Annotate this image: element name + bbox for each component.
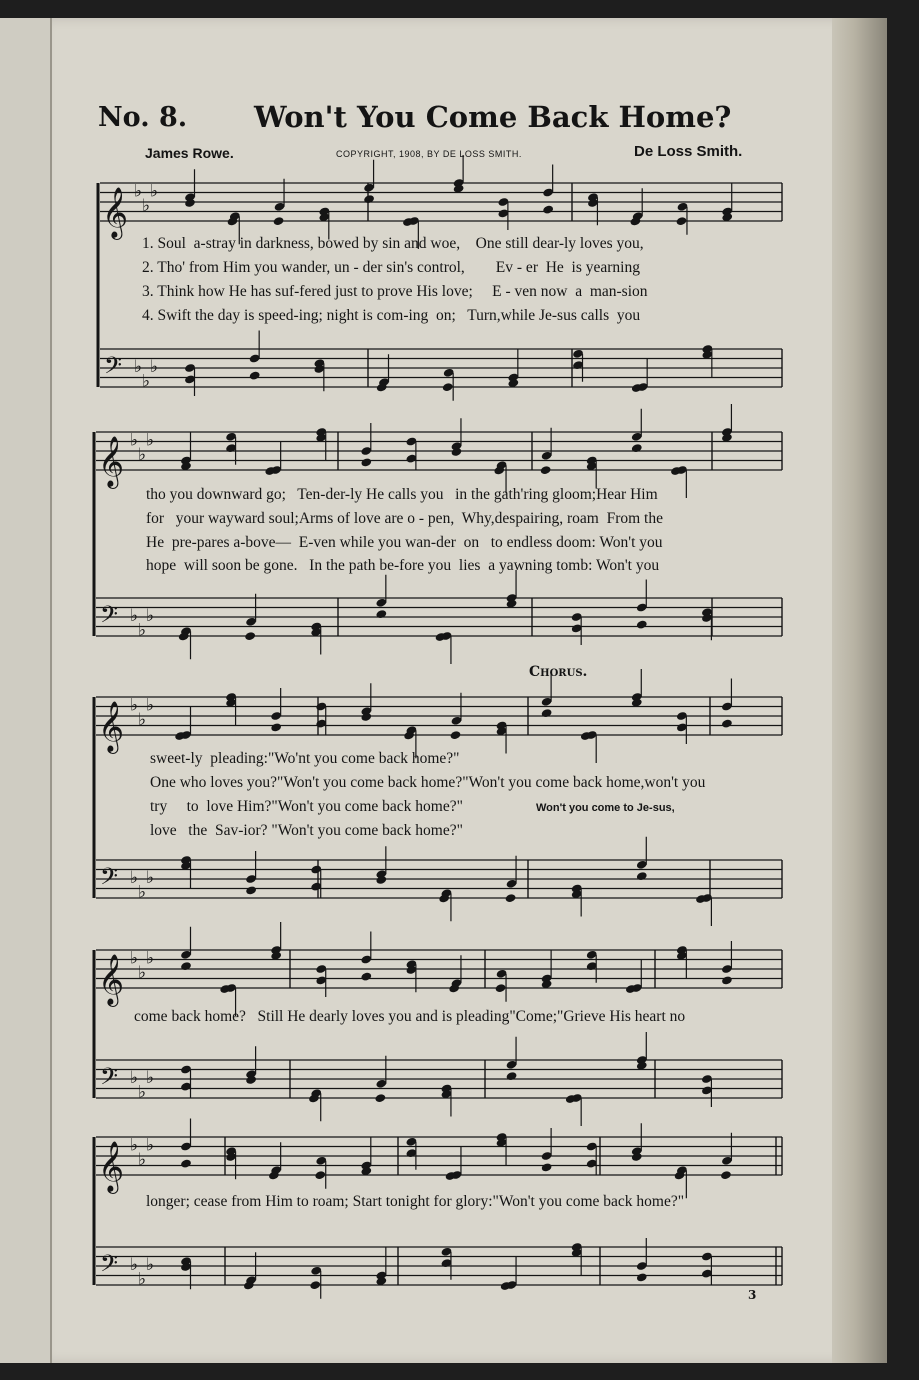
key-flat: ♭ [146,1068,155,1088]
key-flat: ♭ [138,1082,147,1103]
key-flat: ♭ [146,606,155,626]
note-head [636,1272,648,1282]
note-head [505,893,517,903]
key-flat: ♭ [138,620,147,641]
copyright-notice: COPYRIGHT, 1908, BY DE LOSS SMITH. [336,149,522,159]
note-head [542,205,554,215]
note-head [541,708,553,718]
key-flat: ♭ [130,1135,139,1156]
key-flat: ♭ [134,357,143,377]
key-flat: ♭ [138,1269,147,1290]
lyric-line: 2. Tho' from Him you wander, un - der sin's control, Ev - er He is yearning [142,259,640,276]
note-head [442,382,454,392]
key-flat: ♭ [138,1149,147,1170]
hymn-title: Won't You Come Back Home? [254,100,732,134]
lyric-line: 4. Swift the day is speed-ing; night is com-ing on; Turn,while Je-sus calls you [142,307,641,324]
note-head [314,1170,326,1180]
key-flat: ♭ [138,882,147,903]
key-flat: ♭ [130,695,139,716]
key-flat: ♭ [138,444,147,465]
note-head [720,1170,732,1180]
note-head [540,465,552,475]
key-flat: ♭ [150,181,159,202]
note-head [721,975,733,985]
lyric-line: One who loves you?"Won't you come back home?"Won't you come back home,won't you [150,774,706,791]
key-flat: ♭ [146,430,155,451]
clef: 𝄢 [100,1249,119,1283]
note-head [360,457,372,467]
note-head [506,1071,518,1081]
clef: 𝄞 [98,1141,125,1192]
lyric-line: He pre-pares a-bove— E-ven while you wan-der on to endless doom: Won't you [146,534,663,551]
note-head [374,1093,386,1103]
key-flat: ♭ [130,948,139,969]
lyric-line: sweet-ly pleading:"Wo'nt you come back home?" [150,750,460,767]
lyric-line: 1. Soul a-stray in darkness, bowed by sin and woe, One still dear-ly loves you, [142,235,644,252]
key-flat: ♭ [130,1255,139,1275]
note-head [450,730,462,740]
chorus-label: Chorus. [529,664,588,680]
key-flat: ♭ [130,1068,139,1088]
note-head [541,1162,553,1172]
key-flat: ♭ [150,357,159,377]
note-head [249,371,261,381]
key-flat: ♭ [130,430,139,451]
key-flat: ♭ [146,948,155,969]
note-head [375,609,387,619]
lyric-line: try to love Him?"Won't you come back home?" [150,798,463,815]
note-head [180,1159,192,1169]
lyric-line: 3. Think how He has suf-fered just to prove His love; E - ven now a man-sion [142,283,648,300]
clef: 𝄢 [100,1062,119,1096]
lyric-line: for your wayward soul;Arms of love are o - pen, Why,despairing, roam From the [146,510,663,527]
note-head [309,1280,321,1290]
lyric-line: longer; cease from Him to roam; Start tonight for glory:"Won't you come back home?" [146,1193,685,1210]
note-head [180,961,192,971]
clef: 𝄞 [98,436,125,487]
note-head [636,620,648,630]
key-flat: ♭ [146,1135,155,1156]
note-head [245,885,257,895]
note-head [631,443,643,453]
key-flat: ♭ [142,195,151,216]
lyric-line: hope will soon be gone. In the path be-fore you lies a yawning tomb: Won't you [146,557,660,574]
note-head [273,216,285,226]
hymn-number: No. 8. [98,102,188,133]
clef: 𝄢 [100,600,119,634]
key-flat: ♭ [146,1255,155,1275]
note-head [676,216,688,226]
clef: 𝄢 [104,351,123,385]
note-head [244,631,256,641]
clef: 𝄢 [100,862,119,896]
page-number: 3 [748,1288,757,1302]
clef: 𝄞 [98,954,125,1005]
lyric-line: come back home? Still He dearly loves you and is pleading"Come;"Grieve His heart no [134,1008,686,1025]
key-flat: ♭ [138,962,147,983]
key-flat: ♭ [146,868,155,888]
key-flat: ♭ [146,695,155,716]
lyric-line: tho you downward go; Ten-der-ly He calls you in the gath'ring gloom;Hear Him [146,486,658,503]
key-flat: ♭ [130,606,139,626]
note-head [360,972,372,982]
key-flat: ♭ [130,868,139,888]
lyricist: James Rowe. [145,145,234,161]
clef: 𝄞 [98,701,125,752]
note-head [721,719,733,729]
clef: 𝄞 [102,187,129,238]
note-head [636,871,648,881]
key-flat: ♭ [134,181,143,202]
lyric-cue: Won't you come to Je-sus, [536,802,675,814]
key-flat: ♭ [142,371,151,392]
note-head [495,983,507,993]
key-flat: ♭ [138,709,147,730]
lyric-line: love the Sav-ior? "Won't you come back home?" [150,822,463,839]
note-head [270,722,282,732]
note-head [363,194,375,204]
composer: De Loss Smith. [634,143,743,160]
